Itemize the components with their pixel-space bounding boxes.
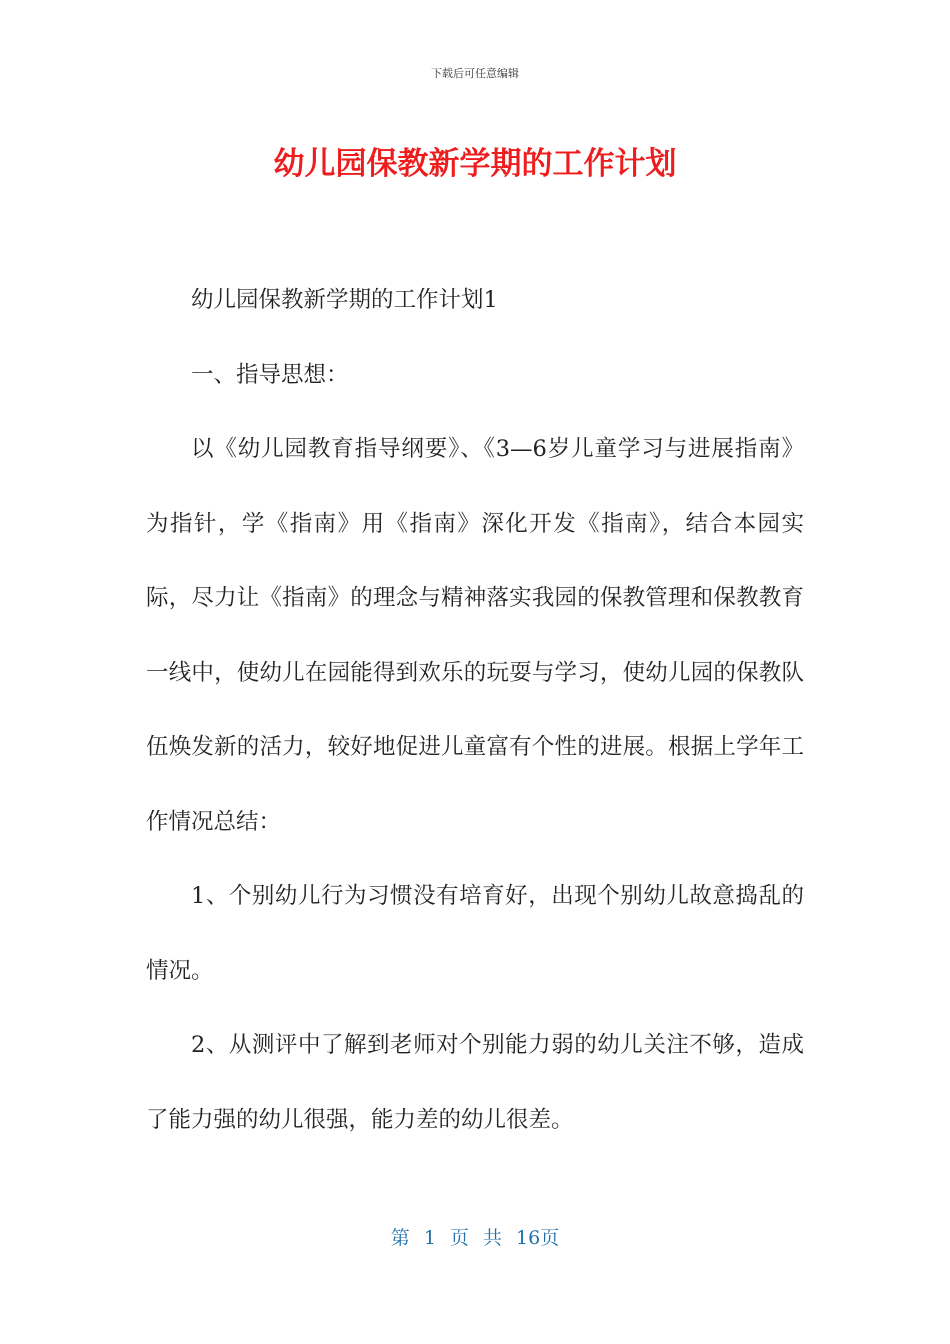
page-number-footer: 第 1 页 共 16页 xyxy=(390,1227,560,1249)
paragraph-subtitle: 幼儿园保教新学期的工作计划1 xyxy=(191,287,498,313)
paragraph-section-heading: 一、指导思想： xyxy=(191,361,349,388)
paragraph-item-1: 1、个别幼儿行为习惯没有培育好，出现个别幼儿故意捣乱的情况。 xyxy=(146,883,804,984)
header-note: 下载后可任意编辑 xyxy=(431,67,519,80)
document-body xyxy=(146,263,804,1157)
paragraph-item-2: 2、从测评中了解到老师对个别能力弱的幼儿关注不够，造成了能力强的幼儿很强，能力差的幼儿很差。 xyxy=(146,1032,804,1133)
paragraph-guiding-thought: 以《幼儿园教育指导纲要》、《3—6岁儿童学习与进展指南》为指针，学《指南》用《指南》深化开发《指南》，结合本园实际，尽力让《指南》的理念与精神落实我园的保教管理和保教教育一线中，使幼儿在园能得到欢乐的玩耍与学习，使幼儿园的保教队伍焕发新的活力，较好地促进儿童富有个性的进展。根据上学年工作情况总结： xyxy=(146,436,804,835)
document-title: 幼儿园保教新学期的工作计划 xyxy=(273,146,677,182)
